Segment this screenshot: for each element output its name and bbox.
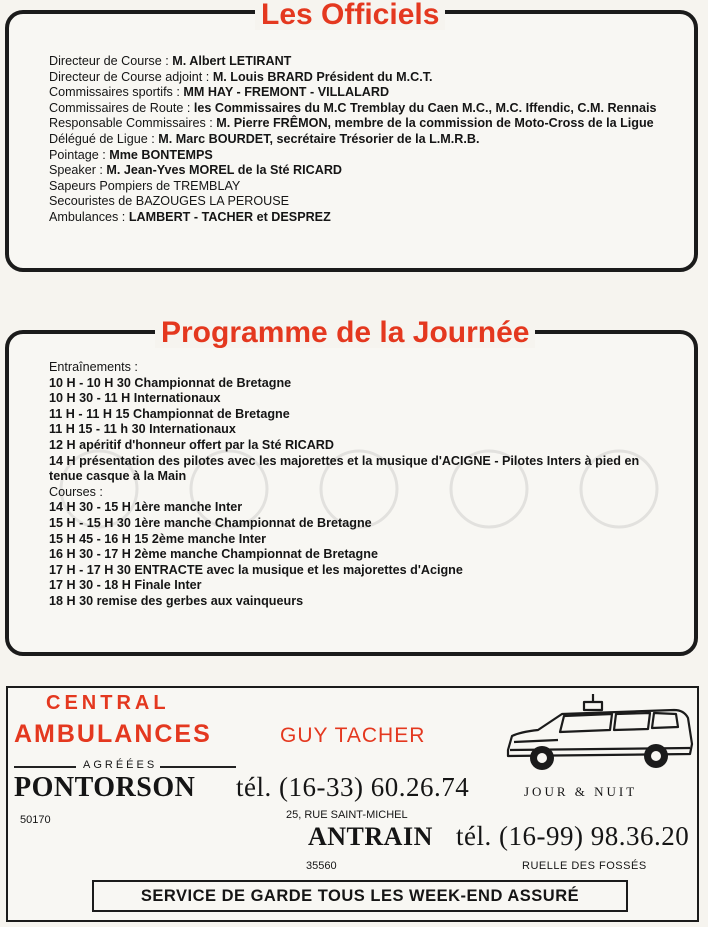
ad-service-banner: SERVICE DE GARDE TOUS LES WEEK-END ASSURÉ [92, 880, 628, 912]
ambulance-car-icon [498, 692, 698, 780]
ad-postcode-pontorson: 50170 [20, 814, 51, 826]
official-line: Commissaires sportifs : MM HAY - FREMONT - VILLALARD [49, 85, 390, 100]
schedule-item: 10 H - 10 H 30 Championnat de Bretagne [49, 375, 292, 390]
schedule-item: 10 H 30 - 11 H Internationaux [49, 391, 221, 406]
official-line: Sapeurs Pompiers de TREMBLAY [49, 178, 241, 193]
official-line: Responsable Commissaires : M. Pierre FRÊMON, membre de la commission de Moto-Cross de la Ligue [49, 116, 654, 131]
official-line: Speaker : M. Jean-Yves MOREL de la Sté RICARD [49, 163, 343, 178]
schedule-item: 15 H 45 - 16 H 15 2ème manche Inter [49, 531, 267, 546]
ad-street-ruelle: RUELLE DES FOSSÉS [522, 860, 647, 872]
official-line: Pointage : Mme BONTEMPS [49, 147, 213, 162]
courses-label: Courses : [49, 484, 103, 499]
official-line: Secouristes de BAZOUGES LA PEROUSE [49, 194, 290, 209]
official-line: Délégué de Ligue : M. Marc BOURDET, secrétaire Trésorier de la L.M.R.B. [49, 131, 480, 146]
programme-panel [5, 316, 698, 656]
ad-city-pontorson: PONTORSON [14, 772, 196, 803]
entrainements-label: Entraînements : [49, 360, 138, 374]
official-line: Ambulances : LAMBERT - TACHER et DESPREZ [49, 209, 331, 224]
officiels-panel [5, 0, 698, 272]
schedule-item: 18 H 30 remise des gerbes aux vainqueurs [49, 593, 304, 608]
schedule-item: 16 H 30 - 17 H 2ème manche Championnat de Bretagne [49, 547, 378, 562]
ad-ambulances: AMBULANCES [14, 720, 212, 748]
ad-agreees-banner [14, 759, 236, 773]
officiels-title: Les Officiels [255, 0, 445, 30]
ad-agreees: AGRÉÉES [80, 759, 160, 771]
official-line: Directeur de Course : M. Albert LETIRANT [49, 54, 292, 68]
programme-list [49, 360, 676, 610]
programme-title: Programme de la Journée [155, 318, 535, 348]
schedule-item: 11 H 15 - 11 h 30 Internationaux [49, 422, 236, 437]
ad-city-antrain: ANTRAIN [308, 822, 433, 851]
ad-street-antrain: 25, RUE SAINT-MICHEL [286, 809, 408, 821]
schedule-item: 14 H présentation des pilotes avec les majorettes et la musique d'ACIGNE - Pilotes Inters à pied en tenue casque à la Main [49, 453, 640, 484]
ad-postcode-antrain: 35560 [306, 860, 337, 872]
officiels-list [49, 54, 676, 226]
ad-owner: GUY TACHER [280, 724, 426, 747]
schedule-item: 14 H 30 - 15 H 1ère manche Inter [49, 500, 243, 515]
schedule-item: 11 H - 11 H 15 Championnat de Bretagne [49, 406, 290, 421]
schedule-item: 17 H 30 - 18 H Finale Inter [49, 578, 202, 593]
official-line: Commissaires de Route : les Commissaires du M.C Tremblay du Caen M.C., M.C. Iffendic, C.M. Rennais [49, 100, 657, 115]
ad-phone-antrain: tél. (16-99) 98.36.20 [456, 821, 690, 851]
ad-phone-pontorson: tél. (16-33) 60.26.74 [236, 772, 470, 802]
schedule-item: 15 H - 15 H 30 1ère manche Championnat de Bretagne [49, 515, 372, 530]
ad-jour-nuit: JOUR & NUIT [524, 784, 638, 799]
ad-central: CENTRAL [46, 692, 170, 714]
schedule-item: 17 H - 17 H 30 ENTRACTE avec la musique et les majorettes d'Acigne [49, 562, 463, 577]
official-line: Directeur de Course adjoint : M. Louis BRARD Président du M.C.T. [49, 69, 433, 84]
ambulance-advertisement [6, 686, 699, 922]
schedule-item: 12 H apéritif d'honneur offert par la Sté RICARD [49, 437, 334, 452]
